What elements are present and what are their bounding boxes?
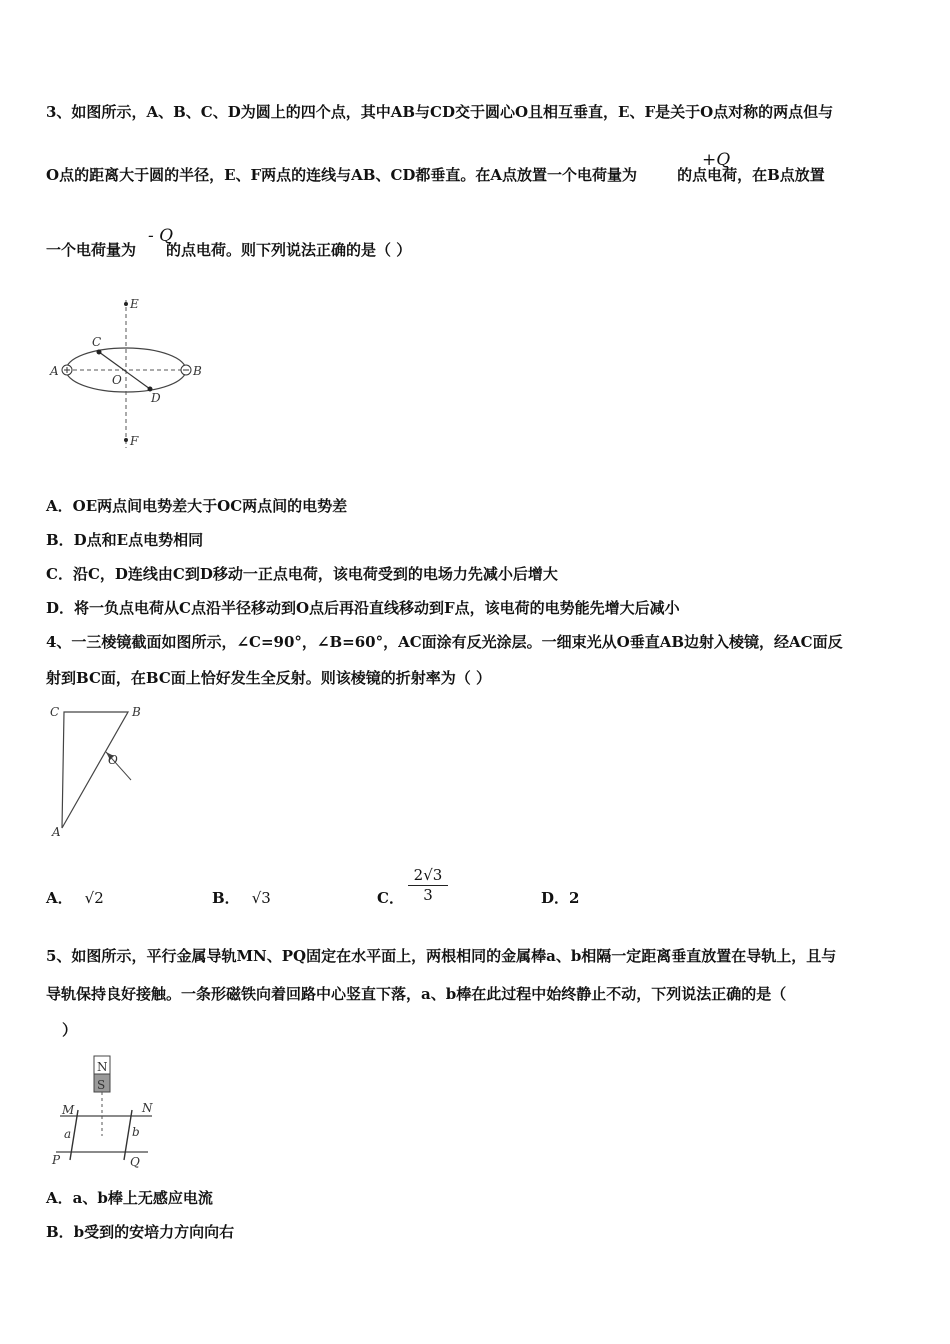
q4-label-b: B [132, 705, 141, 719]
q5-magnet-n: N [97, 1060, 108, 1074]
q3-line-2b: 的点电荷，在B点放置 [677, 166, 825, 184]
q4-option-d: D．2 [541, 889, 580, 907]
q3-line-2a: O点的距离大于圆的半径，E、F两点的连线与AB、CD都垂直。在A点放置一个电荷量为 [46, 166, 638, 184]
q4-label-a: A [52, 825, 61, 839]
q4-prism-figure [46, 700, 156, 842]
q4-option-a: A． √2 [46, 889, 104, 907]
q5-label-b: b [132, 1125, 140, 1139]
q4-option-c: C． [377, 889, 404, 907]
q3-label-e: E [130, 297, 139, 311]
q3-label-o: O [112, 373, 122, 387]
q4-line-2: 射到BC面，在BC面上恰好发生全反射。则该棱镜的折射率为（ ） [46, 669, 492, 687]
q3-figure [46, 292, 226, 454]
q3-label-d: D [151, 391, 161, 405]
q5-line-3: ） [62, 1021, 78, 1039]
q3-charge-positive: +Q [702, 150, 731, 170]
q3-option-c: C．沿C，D连线由C到D移动一正点电荷，该电荷受到的电场力先减小后增大 [46, 565, 558, 583]
q4-label-c: C [50, 705, 60, 719]
q3-option-d: D．将一负点电荷从C点沿半径移动到O点后再沿直线移动到F点，该电荷的电势能先增大后减小 [46, 599, 680, 617]
q5-option-a: A．a、b棒上无感应电流 [46, 1189, 213, 1207]
q3-label-f: F [130, 434, 139, 448]
q5-option-b: B．b受到的安培力方向向右 [46, 1223, 235, 1241]
q3-label-c: C [92, 335, 102, 349]
q3-line-1: 3、如图所示，A、B、C、D为圆上的四个点，其中AB与CD交于圆心O且相互垂直，E、F是关于O点对称的两点但与 [46, 103, 834, 121]
q4-label-o: O [108, 753, 118, 767]
q3-option-a: A．OE两点间电势差大于OC两点间的电势差 [46, 497, 348, 515]
q5-label-q: Q [130, 1155, 140, 1169]
q3-label-b: B [193, 364, 202, 378]
q4-option-b: B． √3 [212, 889, 271, 907]
q3-option-b: B．D点和E点电势相同 [46, 531, 204, 549]
q3-charge-negative: - Q [148, 226, 174, 246]
q3-label-a: A [50, 364, 59, 378]
q4-line-1: 4、一三棱镜截面如图所示，∠C=90°，∠B=60°，AC面涂有反光涂层。一细束光从O垂直AB边射入棱镜，经AC面反 [46, 633, 843, 651]
q4-option-c-fraction: $\frac{2√3}{3}$ [408, 866, 448, 904]
q3-line-3b: 的点电荷。则下列说法正确的是（ ） [166, 241, 412, 259]
q5-label-m: M [62, 1103, 75, 1117]
q5-label-p: P [52, 1153, 61, 1167]
q5-magnet-s: S [97, 1078, 106, 1092]
q5-line-1: 5、如图所示，平行金属导轨MN、PQ固定在水平面上，两根相同的金属棒a、b相隔一定距离垂直放置在导轨上，且与 [46, 947, 837, 965]
q5-label-a: a [64, 1127, 72, 1141]
q5-rail-figure [46, 1052, 176, 1174]
q3-line-3 [46, 240, 411, 260]
q5-line-2: 导轨保持良好接触。一条形磁铁向着回路中心竖直下落，a、b棒在此过程中始终静止不动，下列说法正确的是（ [46, 985, 787, 1003]
q3-line-3a: 一个电荷量为 [46, 241, 137, 259]
q5-label-n: N [142, 1101, 153, 1115]
